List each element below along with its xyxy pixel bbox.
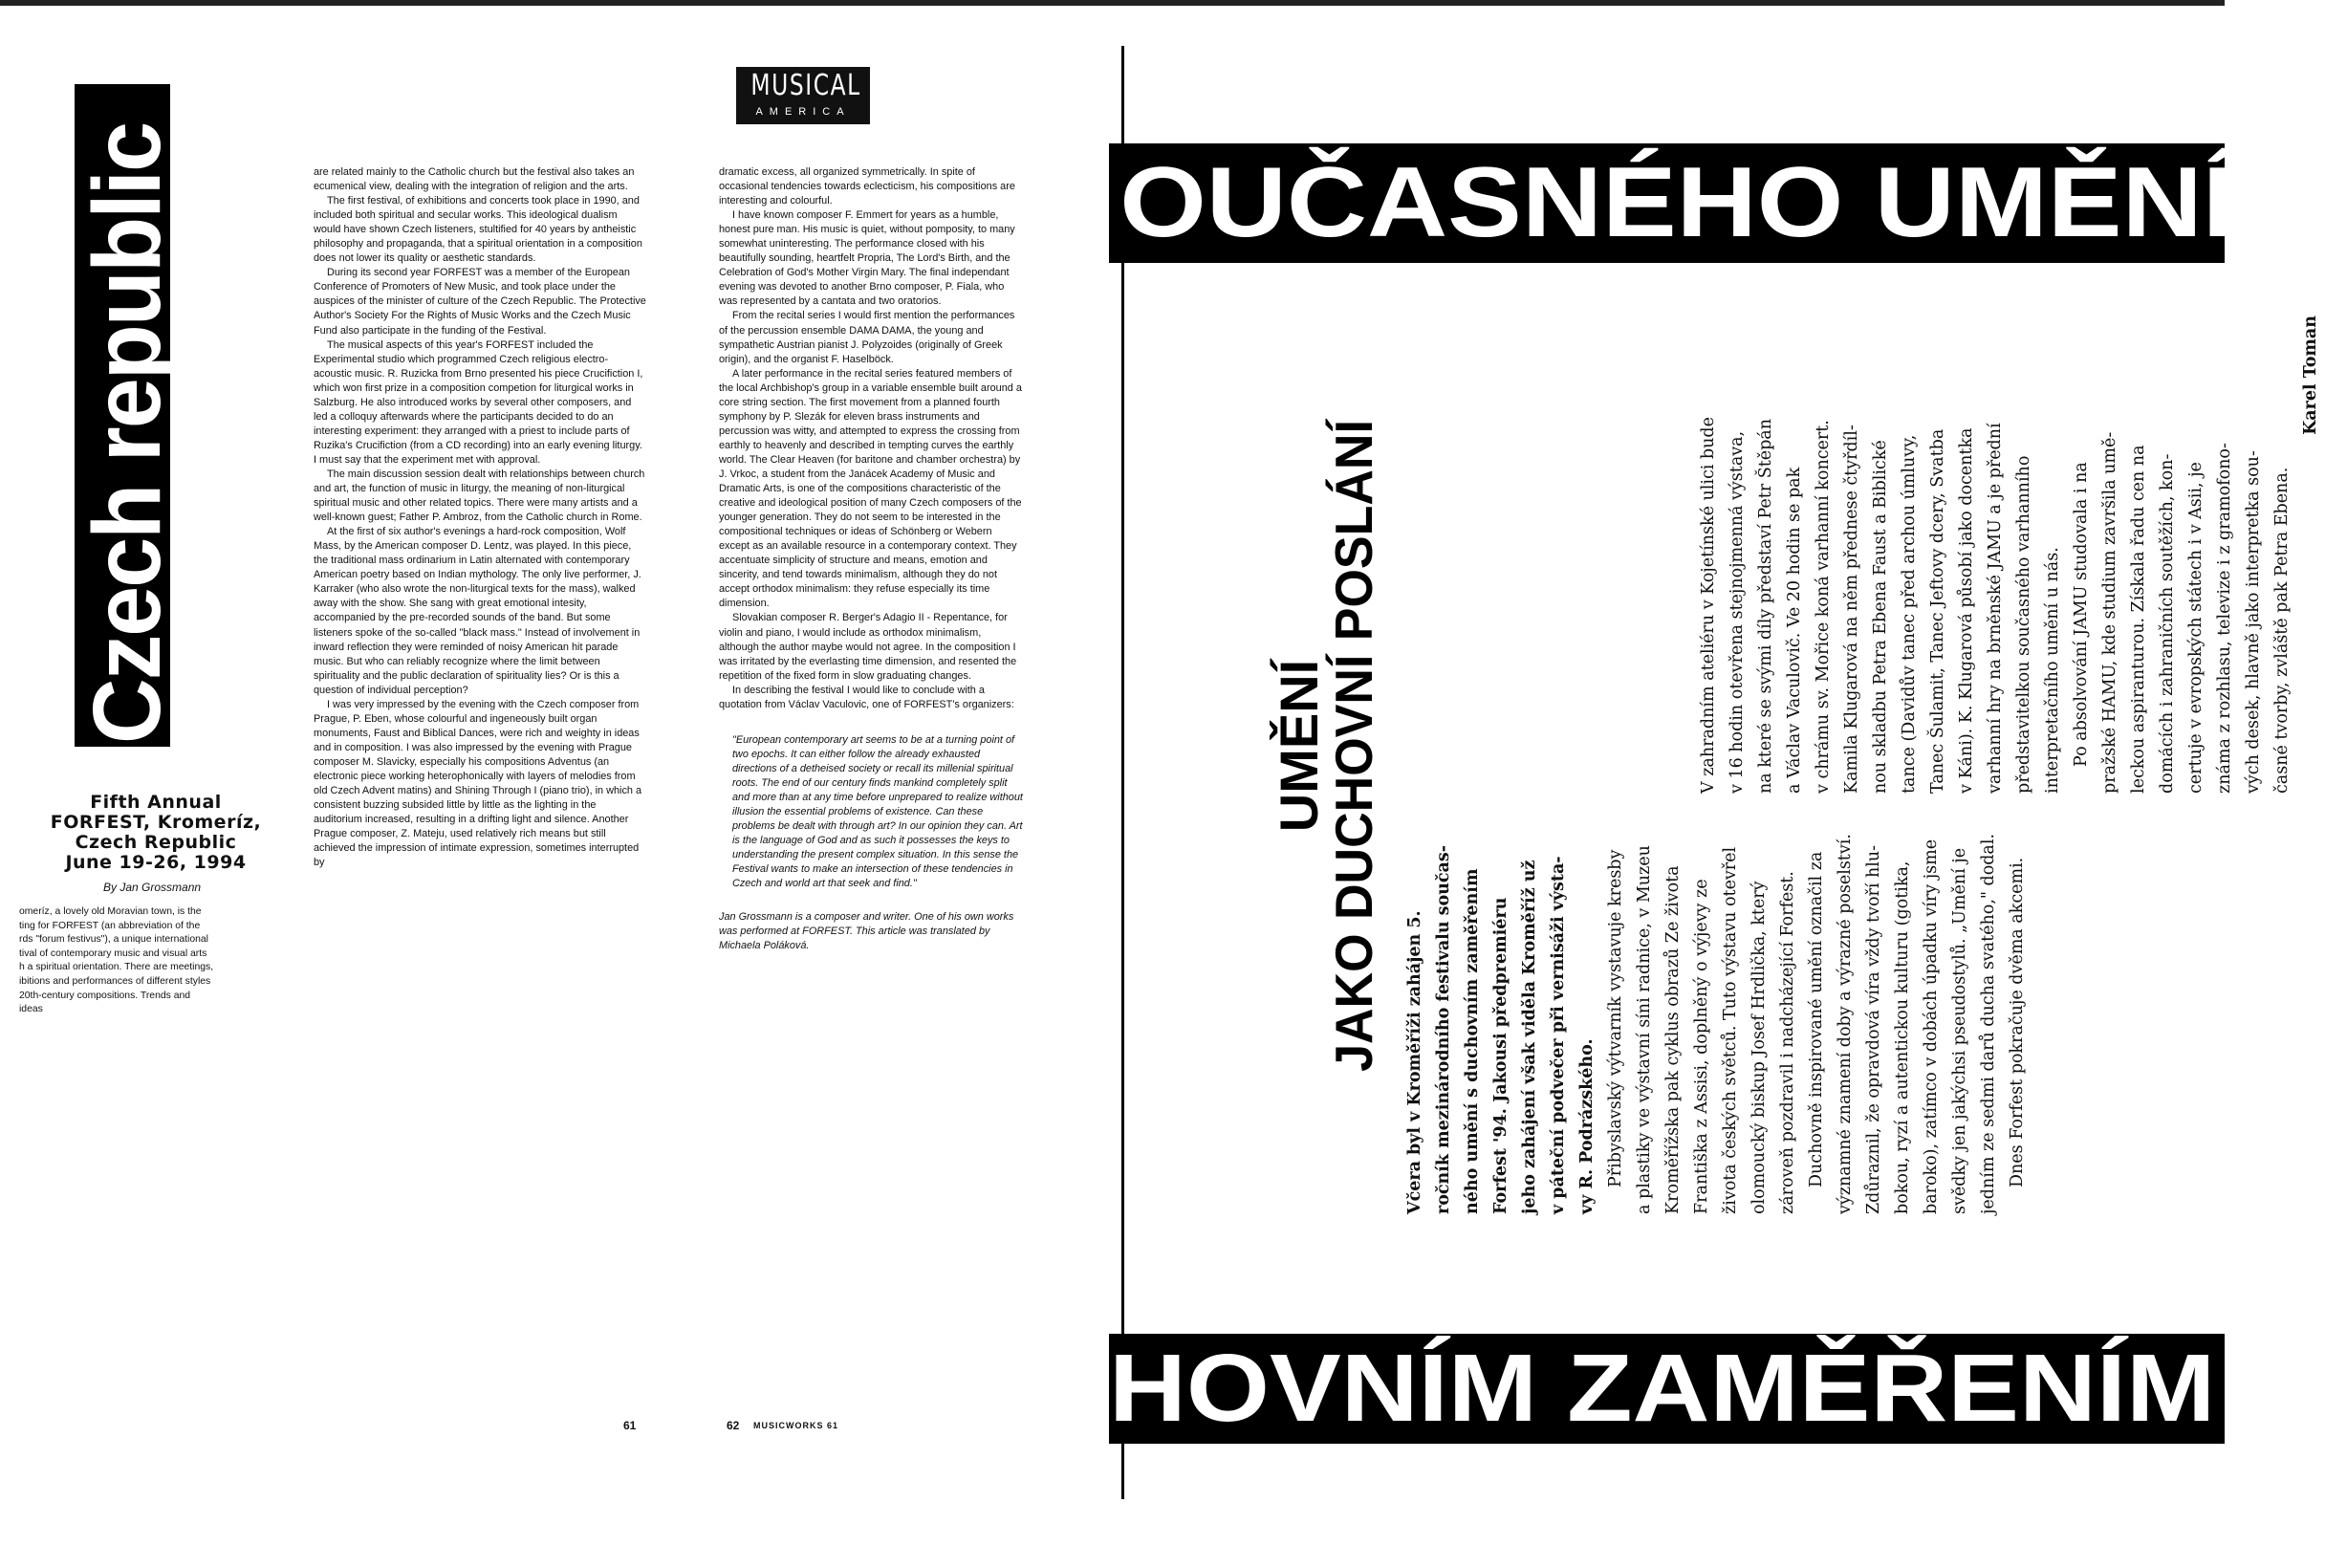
paragraph: Slovakian composer R. Berger's Adagio II - Repentance, for violin and piano, I would include as orthodox minimalism, although the author maybe would not agree. In the composition I was irritated by the everlasting time dimension, and resented the repetition of the fixed form in slow graduating changes.	[719, 612, 1017, 682]
article-column-3	[719, 165, 1023, 953]
quote-text: "European contemporary art seems to be at a turning point of two epochs. It can either follow the already exhausted directions of a detheised society or recall its millenial spiritual roots. The end of our century finds mankind completely split and more than at any time before unprepared to realize without illusion the essential problems of existence. Can these problems be dealt with through art? In our opinion they can. Art is the language of God and as such it possesses the keys to understanding the present complex situation. In this sense the Festival wants to make an intersection of these tendencies in Czech and world art that seek and find."	[732, 733, 1023, 890]
body-line: tance (Davidův tanec před archou úmluvy,	[1900, 434, 1919, 794]
paragraph: I have known composer F. Emmert for years as a humble, honest pure man. His music is quiet, without pomposity, to many somewhat uninteresting. The performance closed with his beautifully sounding, heartfelt Propria, The Lord's Birth, and the Celebration of God's Mother Virgin Mary. The final independant evening was devoted to another Brno composer, P. Fiala, who was represented by a cantata and two oratorios.	[719, 209, 1015, 308]
author-note: Jan Grossmann is a composer and writer. One of his own works was performed at FORFEST. This article was translated by Michaela Poláková.	[719, 911, 1014, 952]
banner-top	[1109, 143, 2234, 263]
article-heading	[17, 793, 294, 873]
paragraph: During its second year FORFEST was a member of the European Conference of Promoters of New Music, and took place under the auspices of the minister of culture of the Czech Republic. The Protective Author's Society For the Rights of Music Works and the Czech Music Fund also participate in the funding of the Festival.	[314, 267, 646, 337]
body-line: interpretačního umění u nás.	[2043, 547, 2062, 794]
body-line: a Václav Vaculovič. Ve 20 hodin se pak	[1785, 467, 1804, 794]
vertical-title: Czech republic	[74, 122, 181, 745]
body-line: a plastiky ve výstavní síni radnice, v Muzeu	[1635, 845, 1654, 1214]
body-line: Kamila Klugarová na něm přednese čtyřdíl-	[1842, 425, 1861, 794]
logo-sub: AMERICA	[755, 106, 851, 118]
footer-magazine: MUSICWORKS 61	[753, 1421, 839, 1430]
intro-line: rds "forum festivus"), a unique international	[19, 934, 208, 946]
top-edge-rule	[0, 0, 2225, 6]
body-line: Zdůraznil, že opravdová víra vždy tvoří hlu-	[1864, 844, 1883, 1214]
byline: By Jan Grossmann	[103, 881, 202, 894]
body-line: svědky jen jakýchsi pseudostylů. „Umění je	[1950, 847, 1969, 1214]
body-line: časné tvorby, zvláště pak Petra Ebena.	[2272, 467, 2292, 794]
intro-line: 20th-century compositions. Trends and ideas	[19, 990, 191, 1015]
czech-headline	[1271, 402, 1382, 1090]
lead-line: ného umění s duchovním zaměřením	[1463, 868, 1482, 1214]
body-line: Tanec Šulamit, Tanec Jeftovy dcery, Svatba	[1928, 428, 1947, 794]
body-line: pražské HAMU, kde studium završila umě-	[2100, 431, 2119, 794]
body-line: domácích i zahraničních soutěžích, kon-	[2158, 453, 2177, 794]
body-line: v chrámu sv. Mořice koná varhanní koncert.	[1814, 420, 1833, 794]
paragraph: The main discussion session dealt with relationships between church and art, the function of music in liturgy, the meaning of non-liturgical spiritual music and other related topics. There were many artists and a well-known guest; Father P. Ambroz, from the Catholic church in Rome.	[314, 468, 645, 524]
lead-line: vy R. Podrázského.	[1577, 1038, 1597, 1214]
body-line: Po absolvování JAMU studovala i na	[2072, 462, 2091, 767]
signature: Karel Toman	[2301, 316, 2320, 435]
paragraph: I was very impressed by the evening with the Czech composer from Prague, P. Eben, whose colourful and ingeneously built organ monuments, Faust and Biblical Dances, were rich and weighty in ideas and in composition. I was also impressed by the evening with Prague composer M. Slavicky, especially his compositions Adventus (an electronic piece working heterophonically with layers of melodies from old Czech Advent matins) and Shining Through I (piano trio), in which a consistent buzzing subsided little by little as the lighting in the auditorium increased, resulting in a drifting light and silence. Another Prague composer, Z. Mateju, used relatively rich means but still achieved the impression of intimate expression, sometimes interrupted by	[314, 698, 642, 869]
body-line: zároveň pozdravil i nadcházející Forfest.	[1778, 871, 1797, 1214]
body-line: jedním ze sedmi darů ducha svatého," dodal.	[1979, 833, 1998, 1214]
body-line: leckou aspiranturou. Získala řadu cen na	[2129, 445, 2148, 794]
intro-line: ting for FORFEST (an abbreviation of the	[19, 920, 201, 931]
paragraph: In describing the festival I would like to conclude with a quotation from Václav Vaculovic, one of FORFEST's organizers:	[719, 684, 1014, 710]
headline-1: UMĚNÍ	[1269, 659, 1329, 833]
page-number-left: 61	[623, 1419, 637, 1432]
lead-line: jeho zahájení však viděla Kroměříž už	[1520, 860, 1539, 1214]
intro-line: ibitions and performances of different styles	[19, 975, 211, 987]
body-line: Kroměřížska pak cyklus obrazů Ze života	[1663, 865, 1683, 1214]
heading-line: June 19-26, 1994	[65, 852, 247, 873]
heading-line: Czech Republic	[75, 832, 237, 853]
body-line: významné znamení doby a výrazné poselství.	[1836, 834, 1855, 1214]
body-line: Františka z Assisi, doplněný o výjevy ze	[1692, 879, 1711, 1214]
intro-line: tival of contemporary music and visual arts	[19, 947, 207, 959]
heading-line: FORFEST, Kromeríz,	[50, 812, 262, 833]
paragraph: dramatic excess, all organized symmetrically. In spite of occasional tendencies towards eclecticism, his compositions are interesting and colourful.	[719, 166, 1015, 207]
body-line: certuje v evropských státech i v Asii, je	[2186, 462, 2205, 794]
paragraph: A later performance in the recital series featured members of the local Archbishop's group in a variable ensemble built around a core string section. The first movement from a planned fourth symphony by P. Slezák for eleven brass instruments and percussion was witty, and attempted to express the crossing from earthly to heavenly and described in tempting curves the earthly world. The Clear Heaven (for baritone and chamber orchestra) by J. Vrkoc, a student from the Janácek Academy of Music and Dramatic Arts, is one of the compositions characteristic of the creative and ideological position of many Czech composers of the younger generation. They do not seem to be interested in the compositional techniques or ideas of Schönberg or Webern except as an available resource in a contemporary context. They accentuate simplicity of structure and means, emotion and sincerity, and tend towards minimalism, although they do not accept orthodox minimalism: they refuse especially its time dimension.	[719, 367, 1022, 610]
paragraph: The musical aspects of this year's FORFEST included the Experimental studio which programmed Czech religious electro-acoustic music. R. Ruzicka from Brno presented his piece Crucifiction I, which won first prize in a composition competion for liturgical works in Salzburg. He also introduced works by several other composers, and led a colloquy afterwards where the participants decided to do an interesting experiment: they arranged with a priest to include parts of Ruzika's Crucifiction (from a CD recording) into an early evening liturgy. I must say that the experiment met with approval.	[314, 338, 643, 466]
paragraph: From the recital series I would first mention the performances of the percussion ensemble DAMA DAMA, the young and sympathetic Austrian pianist J. Polyzoides (originally of Greek origin), and the organist F. Haselböck.	[719, 310, 1015, 365]
lead-line: ročník mezinárodního festivalu součas-	[1434, 845, 1453, 1214]
body-line: Duchovně inspirované umění označil za	[1807, 851, 1826, 1187]
body-line: vých desek, hlavně jako interpretka sou-	[2244, 450, 2263, 794]
banner-bottom	[1109, 1334, 2225, 1444]
headline-2: JAKO DUCHOVNÍ POSLÁNÍ	[1325, 420, 1384, 1072]
body-line: na které se svými díly představí Petr Štěpán	[1756, 418, 1775, 794]
lead-line: Včera byl v Kroměříži zahájen 5.	[1405, 910, 1424, 1214]
paragraph: are related mainly to the Catholic church but the festival also takes an ecumenical view, dealing with the integration of religion and the arts.	[314, 166, 635, 193]
quotation	[719, 733, 1023, 892]
clipping-edge-line	[1121, 46, 1124, 1499]
body-line: známa z rozhlasu, televize i z gramofono-	[2215, 443, 2234, 794]
lead-line: Forfest '94. Jakousi předpremiéru	[1491, 897, 1510, 1214]
article-column-2	[314, 165, 646, 870]
body-line: V zahradním ateliéru v Kojetínské ulici bude	[1699, 417, 1718, 794]
body-line: v Káni). K. Klugarová působí jako docentka	[1957, 427, 1976, 794]
lead-line: v páteční podvečer při vernisáži výsta-	[1549, 856, 1568, 1214]
body-line: olomoucký biskup Josef Hrdlička, který	[1749, 881, 1769, 1214]
intro-column	[19, 905, 215, 1017]
logo-main: MUSICAL	[750, 69, 861, 102]
heading-line: Fifth Annual	[90, 792, 222, 813]
page-number-middle: 62	[727, 1419, 740, 1432]
body-line: života českých světců. Tuto výstavu otevřel	[1721, 846, 1740, 1214]
body-line: varhanní hry na brněnské JAMU a je přední	[1986, 423, 2005, 794]
paragraph: At the first of six author's evenings a hard-rock composition, Wolf Mass, by the American composer D. Lentz, was played. In this piece, the traditional mass ordinarium in Latin alternated with contemporary American poetry based on Indian mythology. The only live performer, J. Karraker (who also wrote the non-liturgical texts for the mass), walked away with the show. She sang with great emotional intesity, accompanied by the pre-recorded sounds of the band. But some listeners spoke of the so-called "black mass." Instead of involvement in inward reflection they were reminded of noisy American hit parade music. But who can reliably recognize where the limit between spirituality and the public declaration of spirituality lies? Or is this a question of individual perception?	[314, 526, 641, 696]
body-line: Přibyslavský výtvarník vystavuje kresby	[1606, 849, 1625, 1187]
banner-top-text: OUČASNÉHO UMĚNÍ	[1119, 147, 2234, 258]
body-line: nou skladbu Petra Ebena Faust a Biblické	[1871, 440, 1890, 794]
paragraph: The first festival, of exhibitions and concerts took place in 1990, and included both spiritual and secular works. This ideological dualism would have shown Czech listeners, stultified for 40 years by antheistic philosophy and propaganda, that a spiritual orientation in a composition does not lower its quality or aesthetic standards.	[314, 195, 642, 265]
body-line: Dnes Forfest pokračuje dvěma akcemi.	[2008, 857, 2027, 1187]
body-line: bokou, ryzí a autentickou kulturu (gotika,	[1893, 860, 1912, 1214]
body-line: v 16 hodin otevřena stejnojmenná výstava,	[1727, 430, 1747, 794]
banner-bottom-text: HOVNÍM ZAMĚŘENÍM	[1109, 1335, 2216, 1442]
intro-line: h a spiritual orientation. There are meetings,	[19, 962, 214, 973]
intro-line: omeríz, a lovely old Moravian town, is the	[19, 906, 202, 917]
body-line: představitelkou současného varhanního	[2014, 455, 2033, 794]
body-line: baroko), zatímco v dobách úpadku víry jsme	[1922, 838, 1941, 1214]
musical-america-logo	[736, 67, 870, 124]
czech-column-2	[1694, 316, 2325, 794]
